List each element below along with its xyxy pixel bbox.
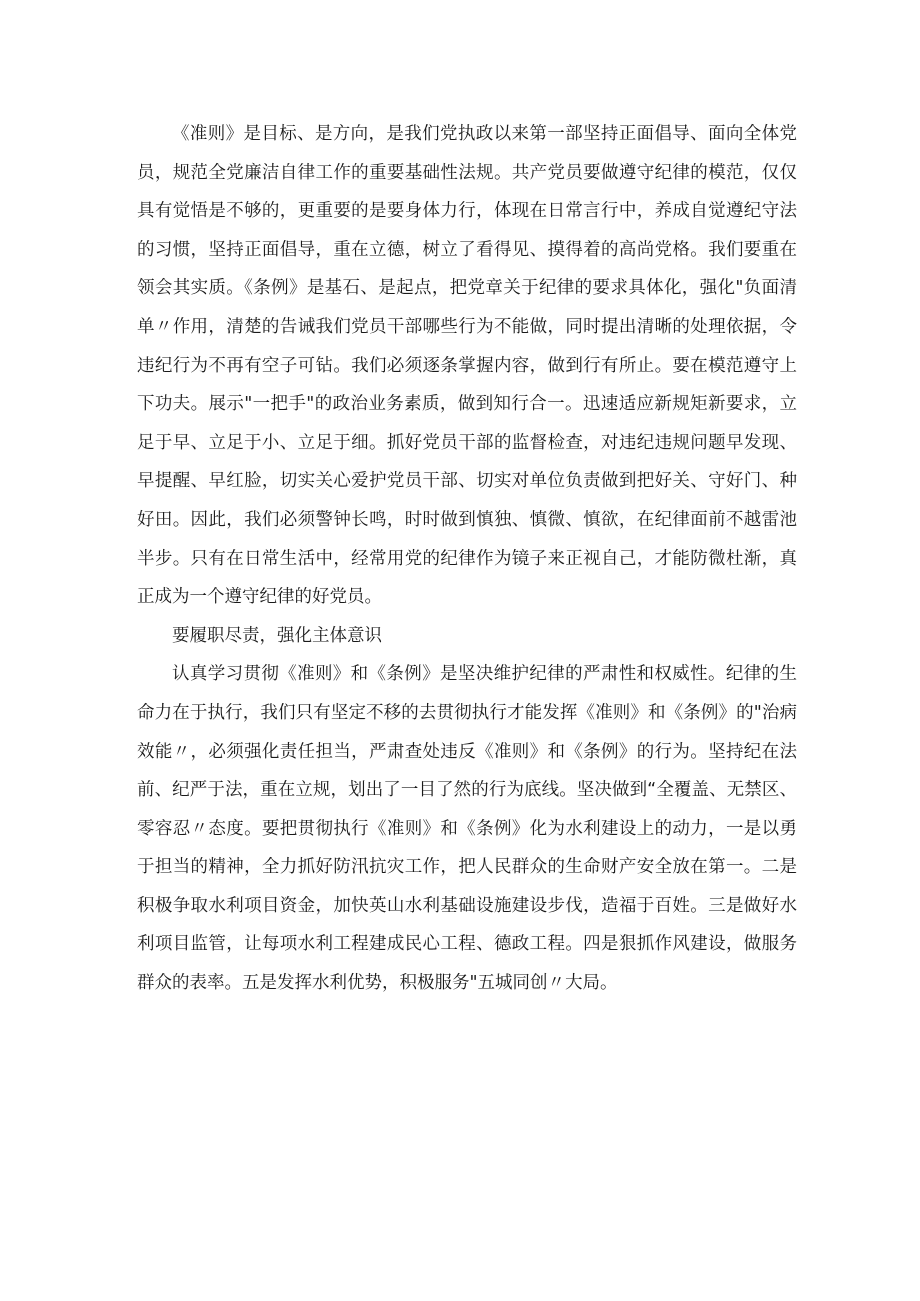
document-body [137,115,797,1003]
section-heading-responsibility: 要履职尽责，强化主体意识 [172,625,382,646]
paragraph-implementation: 认真学习贯彻《准则》和《条例》是坚决维护纪律的严肃性和权威性。纪律的生命力在于执行，我们只有坚定不移的去贯彻执行才能发挥《准则》和《条例》的"治病效能〃，必须强化责任担当，严肃查处违反《准则》和《条例》的行为。坚持纪在法前、纪严于法，重在立规，划出了一目了然的行为底线。坚决做到“全覆盖、无禁区、零容忍〃态度。要把贯彻执行《准则》和《条例》化为水利建设上的动力，一是以勇于担当的精神，全力抓好防汛抗灾工作，把人民群众的生命财产安全放在第一。二是积极争取水利项目资金，加快英山水利基础设施建设步伐，造福于百姓。三是做好水利项目监管，让每项水利工程建成民心工程、德政工程。四是狠抓作风建设，做服务群众的表率。五是发挥水利优势，积极服务"五城同创〃大局。 [137,664,797,994]
paragraph-guidelines-and-regulations: 《准则》是目标、是方向，是我们党执政以来第一部坚持正面倡导、面向全体党员，规范全党廉洁自律工作的重要基础性法规。共产党员要做遵守纪律的模范，仅仅具有觉悟是不够的，更重要的是要身体力行，体现在日常言行中，养成自觉遵纪守法的习惯，坚持正面倡导，重在立德，树立了看得见、摸得着的高尚党格。我们要重在领会其实质。《条例》是基石、是起点，把党章关于纪律的要求具体化，强化"负面清单〃作用，清楚的告诫我们党员干部哪些行为不能做，同时提出清晰的处理依据，令违纪行为不再有空子可钻。我们必须逐条掌握内容，做到行有所止。要在模范遵守上下功夫。展示"一把手"的政治业务素质，做到知行合一。迅速适应新规矩新要求，立足于早、立足于小、立足于细。抓好党员干部的监督检查，对违纪违规问题早发现、早提醒、早红脸，切实关心爱护党员干部、切实对单位负责做到把好关、守好门、种好田。因此，我们必须警钟长鸣，时时做到慎独、慎微、慎欲，在纪律面前不越雷池半步。只有在日常生活中，经常用党的纪律作为镜子来正视自己，才能防微杜渐，真正成为一个遵守纪律的好党员。 [137,124,797,608]
